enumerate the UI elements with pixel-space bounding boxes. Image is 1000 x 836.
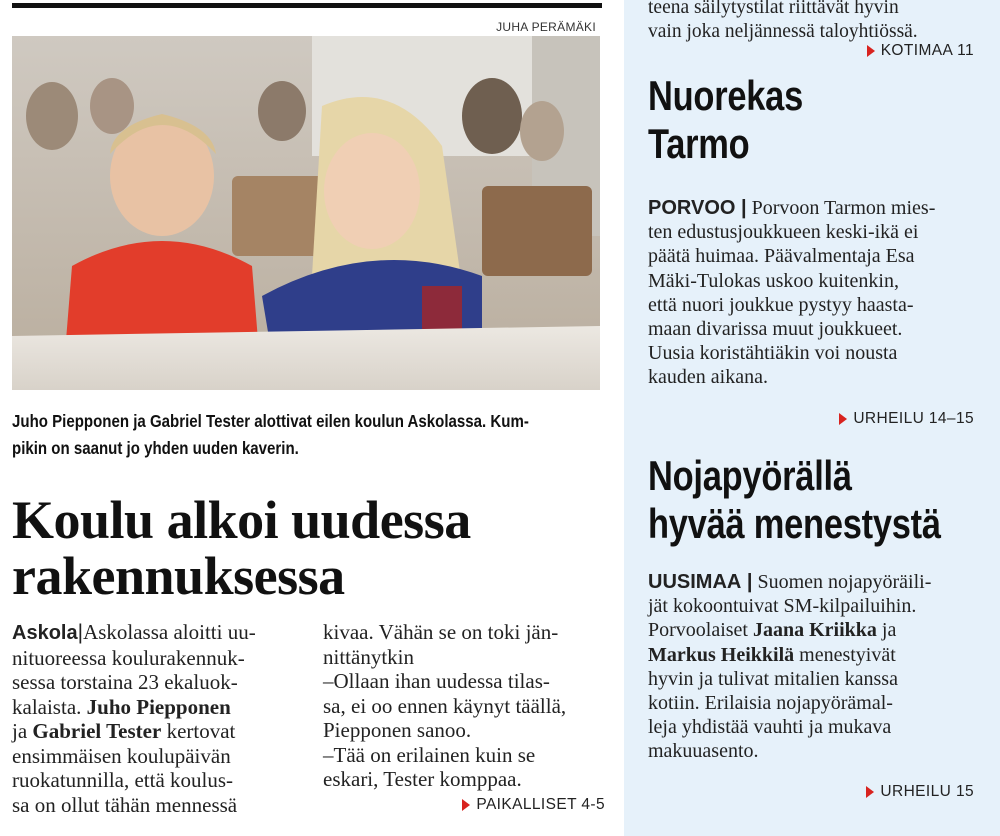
page-reference-label: KOTIMAA 11 bbox=[880, 42, 974, 59]
headline-line: hyvää menestystä bbox=[648, 500, 941, 547]
body-line: sa on ollut tähän mennessä bbox=[12, 792, 238, 817]
body-line: kivaa. Vähän se on toki jän- bbox=[323, 620, 559, 644]
page-reference-link[interactable] bbox=[867, 42, 974, 60]
body-text: ja bbox=[876, 619, 897, 642]
article-place: UUSIMAA bbox=[648, 571, 742, 593]
body-line: Uusia koristähtiäkin voi nousta bbox=[648, 342, 898, 365]
headline-line: rakennuksessa bbox=[12, 546, 345, 606]
body-line: kotiin. Erilaisia nojapyörämal- bbox=[648, 692, 893, 715]
body-line: Piepponen sanoo. bbox=[323, 718, 472, 742]
body-line: että nuori joukkue pystyy haasta- bbox=[648, 293, 914, 316]
photo-credit: JUHA PERÄMÄKI bbox=[496, 20, 596, 34]
person-name: Juho Piepponen bbox=[86, 694, 231, 719]
news-photo bbox=[12, 36, 600, 390]
article-place: PORVOO bbox=[648, 197, 736, 219]
article-column-2 bbox=[323, 620, 605, 817]
top-rule bbox=[12, 3, 602, 8]
article-column-1 bbox=[12, 620, 302, 817]
body-line: maan divarissa muut joukkueet. bbox=[648, 318, 903, 341]
body-text: kalaista. bbox=[12, 694, 87, 719]
page-reference-label: URHEILU 15 bbox=[880, 783, 974, 800]
body-line: jät kokoontuivat SM-kilpailuihin. bbox=[648, 595, 917, 618]
body-line: makuuasento. bbox=[648, 740, 759, 763]
body-line: eskari, Tester komppaa. bbox=[323, 767, 522, 791]
body-line: ruokatunnilla, että koulus- bbox=[12, 768, 234, 792]
separator: | bbox=[735, 197, 747, 219]
body-line: vain joka neljännessä taloyhtiössä. bbox=[648, 21, 918, 42]
body-text: Porvoon Tarmon mies- bbox=[746, 197, 936, 219]
body-line: kauden aikana. bbox=[648, 366, 768, 389]
photo-illustration bbox=[12, 36, 600, 390]
sidebar-story-body bbox=[648, 196, 990, 390]
separator: | bbox=[77, 621, 84, 644]
headline-line: Tarmo bbox=[648, 120, 750, 167]
photo-caption bbox=[12, 408, 604, 462]
body-text: menestyivät bbox=[794, 643, 896, 666]
body-line: leja yhdistää vauhti ja mukava bbox=[648, 716, 892, 739]
continued-text bbox=[648, 0, 918, 44]
body-line: hyvin ja tulivat mitalien kanssa bbox=[648, 667, 898, 690]
page-reference-link[interactable] bbox=[866, 783, 974, 801]
body-text: Askolassa aloitti uu- bbox=[83, 620, 256, 644]
arrow-right-icon bbox=[867, 45, 875, 57]
headline-line: Nuorekas bbox=[648, 72, 804, 119]
body-text: kertovat bbox=[161, 719, 236, 743]
body-line: sa, ei oo ennen käynyt täällä, bbox=[323, 693, 567, 718]
headline-line: Nojapyörällä bbox=[648, 452, 852, 499]
body-line: teena säilytystilat riittävät hyvin bbox=[648, 0, 899, 18]
body-text: Suomen nojapyöräili- bbox=[752, 571, 932, 593]
body-line: –Ollaan ihan uudessa tilas- bbox=[323, 669, 550, 693]
body-text: ja bbox=[12, 719, 33, 743]
caption-line: pikin on saanut jo yhden uuden kaverin. bbox=[12, 438, 299, 458]
body-line: –Tää on erilainen kuin se bbox=[323, 742, 536, 767]
arrow-right-icon bbox=[866, 786, 874, 798]
person-name: Gabriel Tester bbox=[32, 719, 162, 743]
page-reference-link[interactable] bbox=[323, 793, 605, 818]
body-line: päätä huimaa. Päävalmentaja Esa bbox=[648, 245, 915, 268]
body-line: nituoreessa koulurakennuk- bbox=[12, 645, 245, 670]
sidebar-story-body bbox=[648, 570, 990, 764]
body-line: sessa torstaina 23 ekaluok- bbox=[12, 670, 238, 694]
headline-line: Koulu alkoi uudessa bbox=[12, 490, 471, 550]
main-headline bbox=[12, 492, 471, 604]
page-reference-label: URHEILU 14–15 bbox=[853, 410, 974, 427]
sidebar-headline bbox=[648, 72, 803, 168]
body-line: ten edustusjoukkueen keski-ikä ei bbox=[648, 221, 919, 244]
sidebar-column bbox=[624, 0, 1000, 836]
arrow-right-icon bbox=[462, 799, 470, 811]
page-reference-label: PAIKALLISET 4-5 bbox=[476, 795, 605, 813]
body-line: nittänytkin bbox=[323, 644, 414, 669]
sidebar-headline bbox=[648, 452, 941, 548]
person-name: Markus Heikkilä bbox=[648, 643, 795, 666]
arrow-right-icon bbox=[839, 413, 847, 425]
body-text: Porvoolaiset bbox=[648, 619, 753, 642]
caption-line: Juho Piepponen ja Gabriel Tester alottivat eilen koulun Askolassa. Kum- bbox=[12, 411, 529, 431]
article-place: Askola bbox=[12, 622, 78, 644]
body-line: Mäki-Tulokas uskoo kuitenkin, bbox=[648, 269, 899, 292]
body-line: ensimmäisen koulupäivän bbox=[12, 743, 231, 768]
person-name: Jaana Kriikka bbox=[753, 619, 877, 642]
separator: | bbox=[741, 571, 753, 593]
page-reference-link[interactable] bbox=[839, 410, 974, 428]
